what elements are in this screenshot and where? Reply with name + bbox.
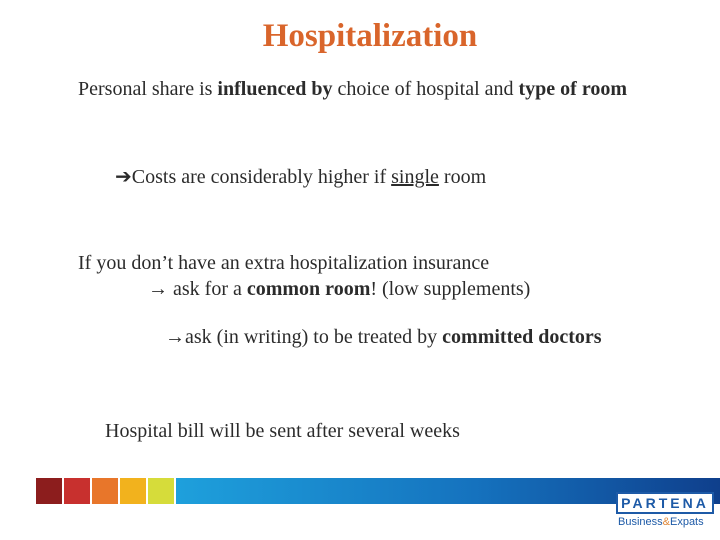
bold-text: type of room <box>518 78 628 100</box>
logo-sub-text: Business <box>618 516 663 528</box>
color-square <box>120 478 146 504</box>
insurance-paragraph: If you don’t have an extra hospitalization insurance <box>78 252 490 274</box>
logo-ampersand: & <box>662 516 670 528</box>
color-square <box>92 478 118 504</box>
common-room-paragraph <box>148 276 708 302</box>
text: ! (low supplements) <box>370 278 531 300</box>
partena-logo <box>616 492 720 540</box>
color-square <box>64 478 90 504</box>
bold-text: influenced by <box>217 78 333 100</box>
text: Costs are considerably higher if <box>131 166 392 188</box>
personal-share-paragraph <box>78 76 678 102</box>
text: choice of hospital and <box>332 78 519 100</box>
color-square <box>36 478 62 504</box>
arrow-icon: → <box>148 278 168 300</box>
color-square <box>148 478 174 504</box>
text: Personal share is <box>78 78 218 100</box>
text: room <box>438 166 487 188</box>
arrow-icon: → <box>165 326 185 348</box>
arrow-icon: ➔ <box>115 166 132 188</box>
slide-title: Hospitalization <box>262 18 478 54</box>
logo-subtitle <box>618 516 720 528</box>
doctors-paragraph <box>165 324 705 350</box>
costs-paragraph <box>115 164 675 190</box>
bold-text: common room <box>246 278 371 300</box>
text: ask (in writing) to be treated by <box>185 326 443 348</box>
bold-text: committed doctors <box>442 326 602 348</box>
text: ask for a <box>168 278 247 300</box>
logo-sub-text: Expats <box>669 516 704 528</box>
hospital-bill-paragraph: Hospital bill will be sent after several weeks <box>105 420 460 442</box>
underlined-text: single <box>391 166 439 188</box>
logo-name: PARTENA <box>616 492 714 514</box>
